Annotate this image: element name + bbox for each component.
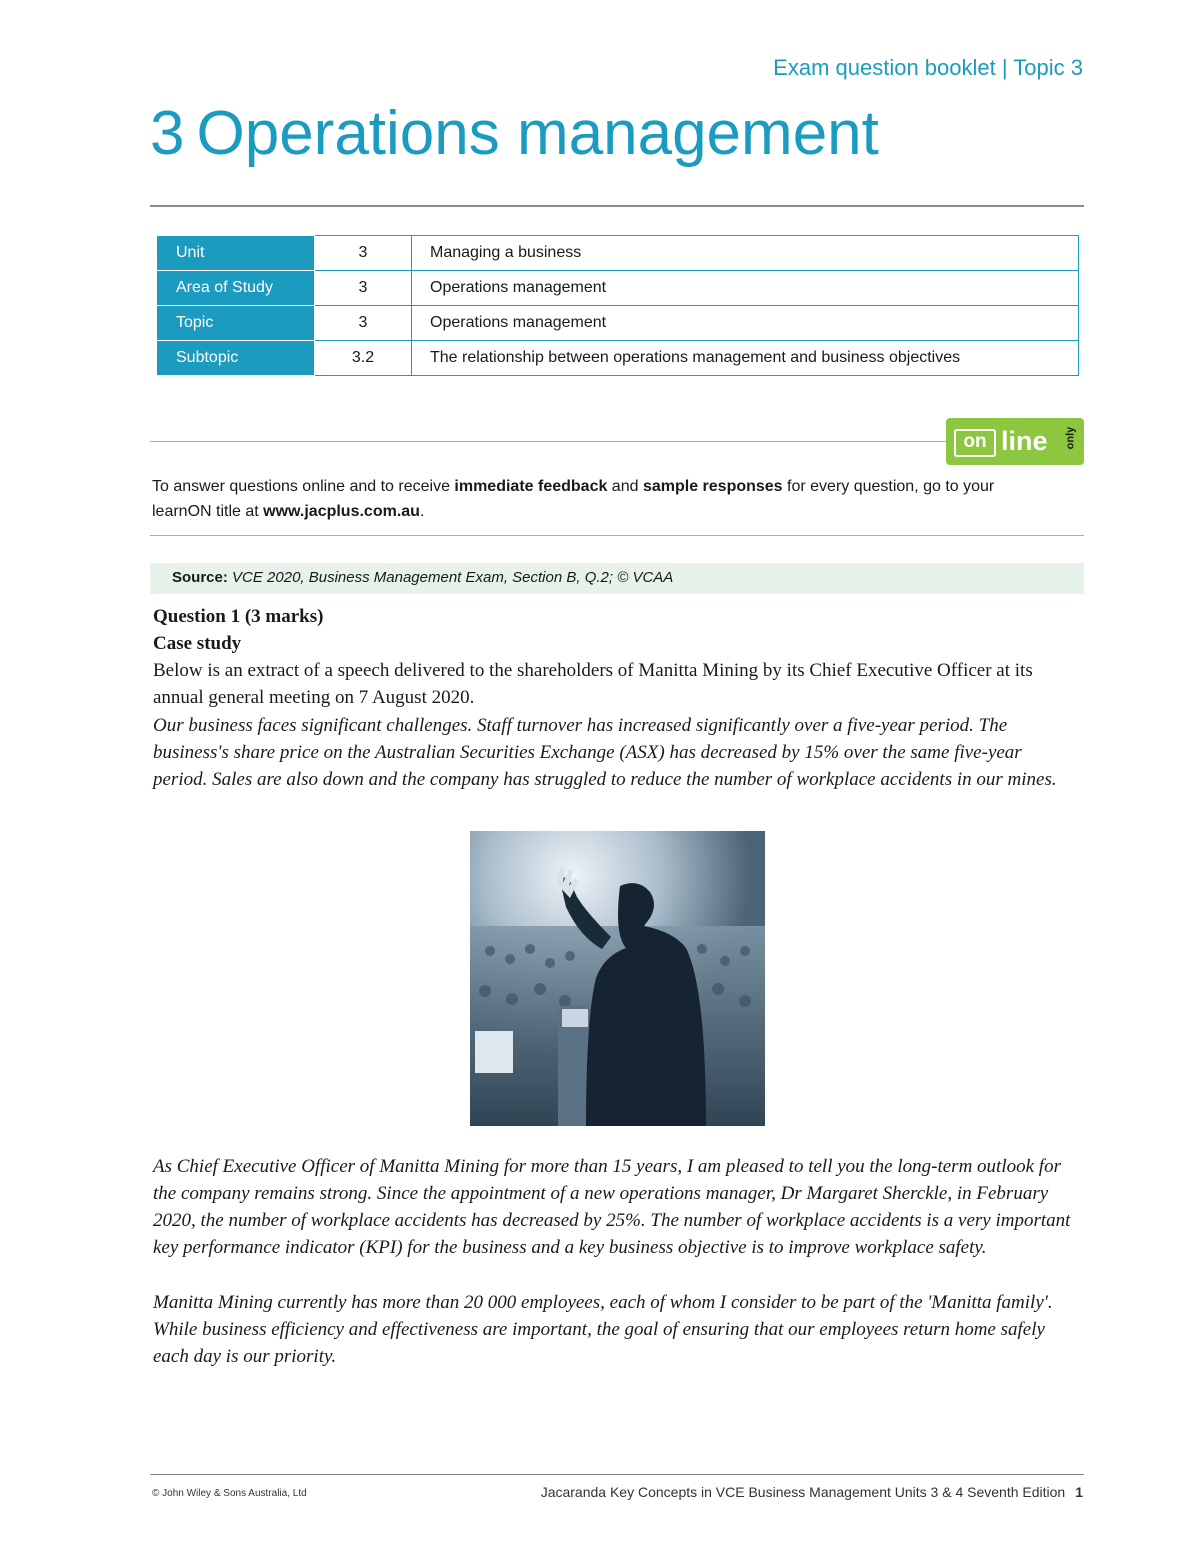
intro-text: To answer questions online and to receive xyxy=(152,478,455,495)
jacplus-link[interactable]: www.jacplus.com.au xyxy=(263,503,420,520)
row-value: The relationship between operations management and business objectives xyxy=(412,341,1079,376)
table-row xyxy=(158,236,1079,271)
footer-divider xyxy=(150,1474,1084,1475)
page-title xyxy=(150,100,879,168)
booklet-header-label: Exam question booklet | Topic 3 xyxy=(773,55,1083,80)
intro-bold: sample responses xyxy=(642,478,783,495)
footer-copyright: © John Wiley & Sons Australia, Ltd xyxy=(152,1488,307,1499)
intro-bold: immediate feedback xyxy=(454,478,608,495)
row-value: Operations management xyxy=(412,306,1079,341)
table-row xyxy=(158,271,1079,306)
badge-only-text: only xyxy=(1064,426,1077,450)
source-citation xyxy=(172,569,673,586)
row-label: Topic xyxy=(158,306,315,341)
source-bar xyxy=(150,563,1084,594)
row-value: Operations management xyxy=(412,271,1079,306)
source-label: Source: xyxy=(172,569,228,586)
topic-title: Operations management xyxy=(196,99,879,168)
speech-paragraph-3: Manitta Mining currently has more than 20 000 employees, each of whom I consider to be part of the 'Manitta family'. While business efficiency and effectiveness are important, the goal of ensuring that our employees return home safely each day is our priority. xyxy=(153,1292,1053,1367)
topic-number: 3 xyxy=(150,99,185,168)
row-number: 3 xyxy=(315,271,412,306)
title-divider xyxy=(150,205,1084,207)
question-heading: Question 1 (3 marks) xyxy=(153,606,324,627)
badge-line-text: line xyxy=(1001,426,1048,456)
row-label: Subtopic xyxy=(158,341,315,376)
row-number: 3 xyxy=(315,306,412,341)
row-number: 3.2 xyxy=(315,341,412,376)
footer-book-title: Jacaranda Key Concepts in VCE Business Management Units 3 & 4 Seventh Edition xyxy=(540,1484,1066,1500)
speech-paragraph-1: Our business faces significant challenges. Staff turnover has increased significantly over a five-year period. The business's share price on the Australian Securities Exchange (ASX) has decreased by 15% over the same five-year period. Sales are also down and the company has struggled to reduce the number of workplace accidents in our mines. xyxy=(153,715,1057,790)
online-divider-top xyxy=(150,441,946,442)
speaker-photo xyxy=(470,831,765,1126)
case-intro-paragraph: Below is an extract of a speech delivered to the shareholders of Manitta Mining by its Chief Executive Officer at its annual general meeting on 7 August 2020. xyxy=(153,660,1033,708)
table-row xyxy=(158,306,1079,341)
speech-paragraph-2: As Chief Executive Officer of Manitta Mining for more than 15 years, I am pleased to tell you the long-term outlook for the company remains strong. Since the appointment of a new operations manager, Dr Margaret Sherckle, in February 2020, the number of workplace accidents has decreased by 25%. The number of workplace accidents is a very important key performance indicator (KPI) for the business and a key business objective is to improve workplace safety. xyxy=(153,1156,1071,1258)
row-number: 3 xyxy=(315,236,412,271)
intro-text: and xyxy=(607,478,643,495)
intro-text: . xyxy=(419,503,425,520)
online-divider-bottom xyxy=(150,535,1084,536)
table-row xyxy=(158,341,1079,376)
badge-on-text: on xyxy=(954,429,996,457)
online-only-badge[interactable] xyxy=(946,418,1084,465)
row-label: Area of Study xyxy=(158,271,315,306)
online-instructions xyxy=(152,474,1052,524)
row-value: Managing a business xyxy=(412,236,1079,271)
row-label: Unit xyxy=(158,236,315,271)
intro-text: for every question, go to your learnON title at xyxy=(152,478,995,520)
case-study-heading: Case study xyxy=(153,633,242,654)
topic-info-table xyxy=(157,235,1079,376)
page-number: 1 xyxy=(1075,1484,1083,1500)
source-text: VCE 2020, Business Management Exam, Section B, Q.2; © VCAA xyxy=(227,569,674,586)
footer-book-info xyxy=(541,1484,1083,1500)
